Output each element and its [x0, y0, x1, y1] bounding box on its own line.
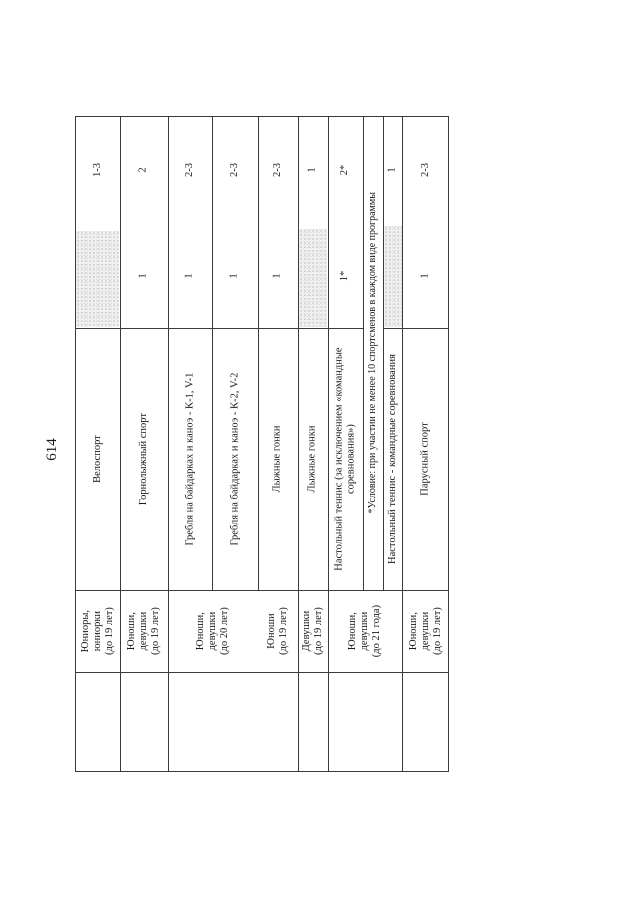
sport-cell: Гребля на байдарках и каноэ - К-1, V-1 [183, 372, 195, 546]
count-cell: 1* [339, 271, 351, 282]
age-cell: Юноши, девушки (до 19 лет) [125, 607, 162, 655]
sport-cell: Настольный теннис - командные соревнования [386, 354, 398, 564]
shaded-count-cell [299, 229, 327, 327]
sport-cell: Парусный спорт [419, 422, 431, 496]
places-cell: 1-3 [91, 163, 103, 178]
count-cell: 1 [137, 273, 149, 280]
sport-cell: Лыжные гонки [271, 425, 283, 493]
sport-cell: Велоспорт [91, 435, 103, 483]
age-cell: Юноши, девушки (до 20 лет) [194, 607, 231, 655]
footnote: *Условие: при участии не менее 10 спортсменов в каждом виде программы [367, 192, 379, 514]
shaded-count-cell [384, 226, 402, 327]
places-cell: 2-3 [419, 163, 431, 178]
count-cell: 1 [183, 273, 195, 280]
count-cell: 1 [228, 273, 240, 280]
sport-cell: Гребля на байдарках и каноэ - К-2, V-2 [228, 372, 240, 546]
sport-cell: Горнолыжный спорт [137, 412, 149, 506]
age-cell: Юноши, девушки (до 21 года) [346, 604, 383, 658]
places-cell: 2 [137, 167, 149, 174]
age-cell: Юниоры, юниорки (до 19 лет) [79, 607, 115, 655]
column-divider [75, 672, 449, 673]
places-cell: 2* [339, 165, 351, 176]
places-cell: 1 [386, 167, 398, 174]
age-cell: Юноши (до 19 лет) [265, 607, 290, 655]
shaded-count-cell [76, 231, 119, 327]
age-cell: Девушки (до 19 лет) [300, 607, 325, 655]
sport-cell: Лыжные гонки [306, 425, 318, 493]
page-number: 614 [43, 437, 60, 461]
count-cell: 1 [271, 273, 283, 280]
places-cell: 1 [306, 167, 318, 174]
places-cell: 2-3 [183, 163, 195, 178]
places-cell: 2-3 [228, 163, 240, 178]
age-cell: Юноши, девушки (до 19 лет) [407, 607, 443, 655]
places-cell: 2-3 [271, 163, 283, 178]
sport-cell: Настольный теннис (за исключением «командные соревнования») [333, 347, 357, 571]
count-cell: 1 [419, 273, 431, 280]
